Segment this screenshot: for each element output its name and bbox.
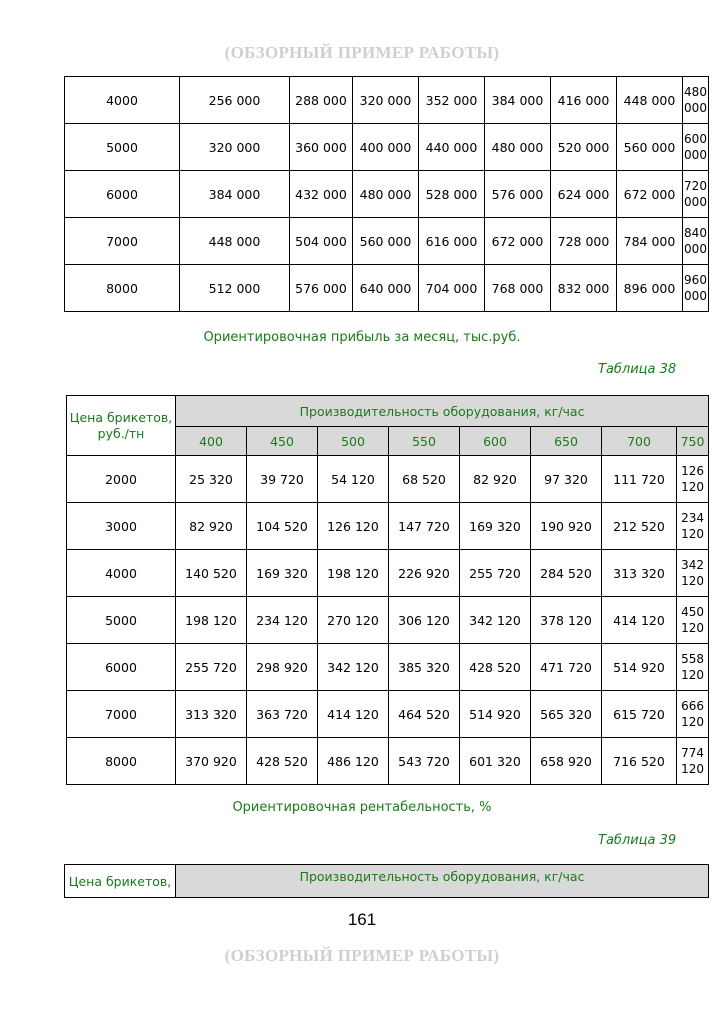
- table-cell: 313 320: [176, 691, 247, 738]
- table-cell: 960 000: [683, 265, 709, 312]
- table-cell: 480 000: [353, 171, 419, 218]
- table-cell: 600 000: [683, 124, 709, 171]
- table-cell: 414 120: [602, 597, 677, 644]
- column-header: 600: [460, 427, 531, 456]
- table-cell: 342 120: [460, 597, 531, 644]
- table-cell: 126 120: [677, 456, 709, 503]
- column-header: 450: [247, 427, 318, 456]
- table-cell: 68 520: [389, 456, 460, 503]
- productivity-header: Производительность оборудования, кг/час: [176, 396, 709, 427]
- table-row: [65, 265, 709, 312]
- table-cell: 624 000: [551, 171, 617, 218]
- table-cell: 256 000: [180, 77, 290, 124]
- table-cell: 198 120: [318, 550, 389, 597]
- table-cell: 774 120: [677, 738, 709, 785]
- table-cell: 450 120: [677, 597, 709, 644]
- table-cell: 352 000: [419, 77, 485, 124]
- table-cell: 342 120: [677, 550, 709, 597]
- table-cell: 82 920: [460, 456, 531, 503]
- column-header: 500: [318, 427, 389, 456]
- table-cell: 378 120: [531, 597, 602, 644]
- table-cell: 169 320: [460, 503, 531, 550]
- table-row: [65, 77, 709, 124]
- price-header: Цена брикетов,: [65, 865, 176, 898]
- column-header: 750: [677, 427, 709, 456]
- price-header: Цена брикетов, руб./тн: [67, 396, 176, 456]
- table-cell: 8000: [67, 738, 176, 785]
- column-header: 550: [389, 427, 460, 456]
- caption-profit: Ориентировочная прибыль за месяц, тыс.руб.: [203, 330, 521, 345]
- table-cell: 440 000: [419, 124, 485, 171]
- table-cell: 704 000: [419, 265, 485, 312]
- table-cell: 111 720: [602, 456, 677, 503]
- table-cell: 370 920: [176, 738, 247, 785]
- table-row: [67, 503, 709, 550]
- table-cell: 4000: [65, 77, 180, 124]
- table-cell: 448 000: [180, 218, 290, 265]
- table-cell: 514 920: [602, 644, 677, 691]
- table-cell: 720 000: [683, 171, 709, 218]
- table-cell: 306 120: [389, 597, 460, 644]
- table-cell: 104 520: [247, 503, 318, 550]
- table-cell: 320 000: [180, 124, 290, 171]
- table-38: [66, 395, 709, 785]
- table-cell: 270 120: [318, 597, 389, 644]
- table-cell: 558 120: [677, 644, 709, 691]
- table-cell: 504 000: [290, 218, 353, 265]
- table-cell: 190 920: [531, 503, 602, 550]
- table-cell: 471 720: [531, 644, 602, 691]
- table-row: [67, 644, 709, 691]
- table-cell: 672 000: [617, 171, 683, 218]
- table-cell: 768 000: [485, 265, 551, 312]
- table-row: [67, 738, 709, 785]
- table-cell: 512 000: [180, 265, 290, 312]
- table-cell: 432 000: [290, 171, 353, 218]
- table-cell: 6000: [67, 644, 176, 691]
- table-row: [67, 550, 709, 597]
- table-cell: 385 320: [389, 644, 460, 691]
- table-cell: 212 520: [602, 503, 677, 550]
- table-cell: 428 520: [247, 738, 318, 785]
- table-cell: 832 000: [551, 265, 617, 312]
- table-cell: 728 000: [551, 218, 617, 265]
- table-cell: 560 000: [617, 124, 683, 171]
- table-cell: 565 320: [531, 691, 602, 738]
- table-cell: 416 000: [551, 77, 617, 124]
- table-cell: 126 120: [318, 503, 389, 550]
- table-cell: 54 120: [318, 456, 389, 503]
- table-cell: 414 120: [318, 691, 389, 738]
- table-cell: 616 000: [419, 218, 485, 265]
- watermark-top: (ОБЗОРНЫЙ ПРИМЕР РАБОТЫ): [224, 43, 500, 62]
- table-cell: 576 000: [485, 171, 551, 218]
- table-cell: 39 720: [247, 456, 318, 503]
- table-cell: 147 720: [389, 503, 460, 550]
- table-cell: 543 720: [389, 738, 460, 785]
- table-cell: 198 120: [176, 597, 247, 644]
- table-cell: 428 520: [460, 644, 531, 691]
- table-cell: 7000: [65, 218, 180, 265]
- caption-rent: Ориентировочная рентабельность, %: [232, 800, 492, 815]
- table-39-label: Таблица 39: [598, 833, 677, 848]
- table-cell: 486 120: [318, 738, 389, 785]
- table-cell: 234 120: [677, 503, 709, 550]
- table-cell: 784 000: [617, 218, 683, 265]
- table-cell: 840 000: [683, 218, 709, 265]
- table-cell: 313 320: [602, 550, 677, 597]
- table-cell: 2000: [67, 456, 176, 503]
- table-row: [67, 597, 709, 644]
- table-cell: 82 920: [176, 503, 247, 550]
- table-cell: 255 720: [460, 550, 531, 597]
- table-cell: 5000: [67, 597, 176, 644]
- table-row: [67, 456, 709, 503]
- table-cell: 716 520: [602, 738, 677, 785]
- watermark-bottom: (ОБЗОРНЫЙ ПРИМЕР РАБОТЫ): [224, 946, 500, 965]
- table-row: [67, 691, 709, 738]
- table-cell: 298 920: [247, 644, 318, 691]
- column-header: 400: [176, 427, 247, 456]
- table-cell: 25 320: [176, 456, 247, 503]
- table-cell: 480 000: [485, 124, 551, 171]
- table-cell: 528 000: [419, 171, 485, 218]
- table-38-label: Таблица 38: [598, 362, 677, 377]
- table-cell: 342 120: [318, 644, 389, 691]
- table-39: [64, 864, 709, 898]
- table-cell: 320 000: [353, 77, 419, 124]
- table-cell: 6000: [65, 171, 180, 218]
- table-cell: 7000: [67, 691, 176, 738]
- productivity-header: Производительность оборудования, кг/час: [176, 865, 709, 898]
- table-cell: 400 000: [353, 124, 419, 171]
- table-cell: 896 000: [617, 265, 683, 312]
- table-cell: 464 520: [389, 691, 460, 738]
- table-cell: 520 000: [551, 124, 617, 171]
- table-cell: 360 000: [290, 124, 353, 171]
- table-cell: 8000: [65, 265, 180, 312]
- table-cell: 3000: [67, 503, 176, 550]
- table-cell: 169 320: [247, 550, 318, 597]
- table-cell: 560 000: [353, 218, 419, 265]
- table-cell: 448 000: [617, 77, 683, 124]
- table-cell: 234 120: [247, 597, 318, 644]
- table-cell: 5000: [65, 124, 180, 171]
- table-cell: 640 000: [353, 265, 419, 312]
- table-row: [65, 124, 709, 171]
- table-cell: 226 920: [389, 550, 460, 597]
- column-header: 700: [602, 427, 677, 456]
- table-cell: 284 520: [531, 550, 602, 597]
- table-cell: 384 000: [180, 171, 290, 218]
- table-row: [65, 218, 709, 265]
- table-cell: 672 000: [485, 218, 551, 265]
- top-table: [64, 76, 709, 312]
- table-cell: 666 120: [677, 691, 709, 738]
- table-row: [65, 171, 709, 218]
- table-cell: 255 720: [176, 644, 247, 691]
- table-cell: 480 000: [683, 77, 709, 124]
- table-cell: 363 720: [247, 691, 318, 738]
- page-number: 161: [347, 910, 377, 929]
- table-cell: 4000: [67, 550, 176, 597]
- table-cell: 140 520: [176, 550, 247, 597]
- table-cell: 576 000: [290, 265, 353, 312]
- column-header: 650: [531, 427, 602, 456]
- table-cell: 601 320: [460, 738, 531, 785]
- table-cell: 288 000: [290, 77, 353, 124]
- table-cell: 658 920: [531, 738, 602, 785]
- table-cell: 615 720: [602, 691, 677, 738]
- table-cell: 97 320: [531, 456, 602, 503]
- table-cell: 514 920: [460, 691, 531, 738]
- table-cell: 384 000: [485, 77, 551, 124]
